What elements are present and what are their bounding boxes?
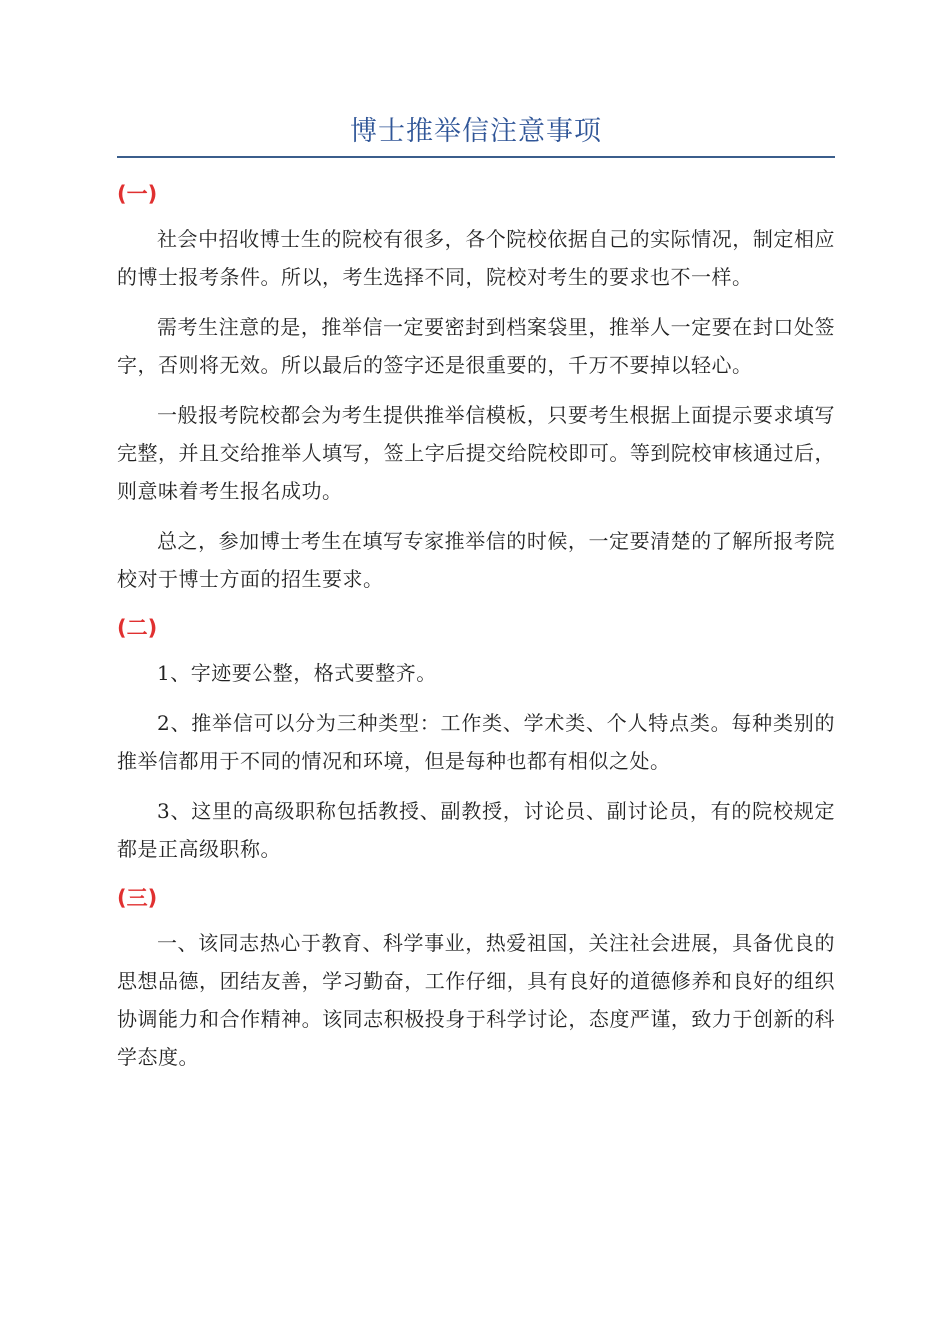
- paragraph: 3、这里的高级职称包括教授、副教授，讨论员、副讨论员，有的院校规定都是正高级职称。: [117, 799, 835, 861]
- paragraph: 一、该同志热心于教育、科学事业，热爱祖国，关注社会进展，具备优良的思想品德，团结友善，学习勤奋，工作仔细，具有良好的道德修养和良好的组织协调能力和合作精神。该同志积极投身于科学讨论，态度严谨，致力于创新的科学态度。: [117, 931, 835, 1069]
- document-body: [117, 176, 835, 1088]
- paragraph: 2、推举信可以分为三种类型：工作类、学术类、个人特点类。每种类别的推举信都用于不同的情况和环境，但是每种也都有相似之处。: [117, 711, 835, 773]
- page-title: 博士推举信注意事项: [350, 116, 602, 147]
- section-heading: (二): [117, 616, 158, 640]
- section-heading: (三): [117, 886, 158, 910]
- section-2: [117, 610, 835, 868]
- paragraph: 总之，参加博士考生在填写专家推举信的时候，一定要清楚的了解所报考院校对于博士方面的招生要求。: [117, 529, 835, 591]
- section-3: [117, 880, 835, 1076]
- paragraph: 1、字迹要公整，格式要整齐。: [157, 661, 437, 685]
- paragraph: 社会中招收博士生的院校有很多，各个院校依据自己的实际情况，制定相应的博士报考条件。所以，考生选择不同，院校对考生的要求也不一样。: [117, 227, 835, 289]
- paragraph: 一般报考院校都会为考生提供推举信模板，只要考生根据上面提示要求填写完整，并且交给推举人填写，签上字后提交给院校即可。等到院校审核通过后，则意味着考生报名成功。: [117, 403, 835, 503]
- title-block: [117, 112, 835, 158]
- section-1: [117, 176, 835, 598]
- paragraph: 需考生注意的是，推举信一定要密封到档案袋里，推举人一定要在封口处签字，否则将无效。所以最后的签字还是很重要的，千万不要掉以轻心。: [117, 315, 835, 377]
- section-heading: (一): [117, 182, 158, 206]
